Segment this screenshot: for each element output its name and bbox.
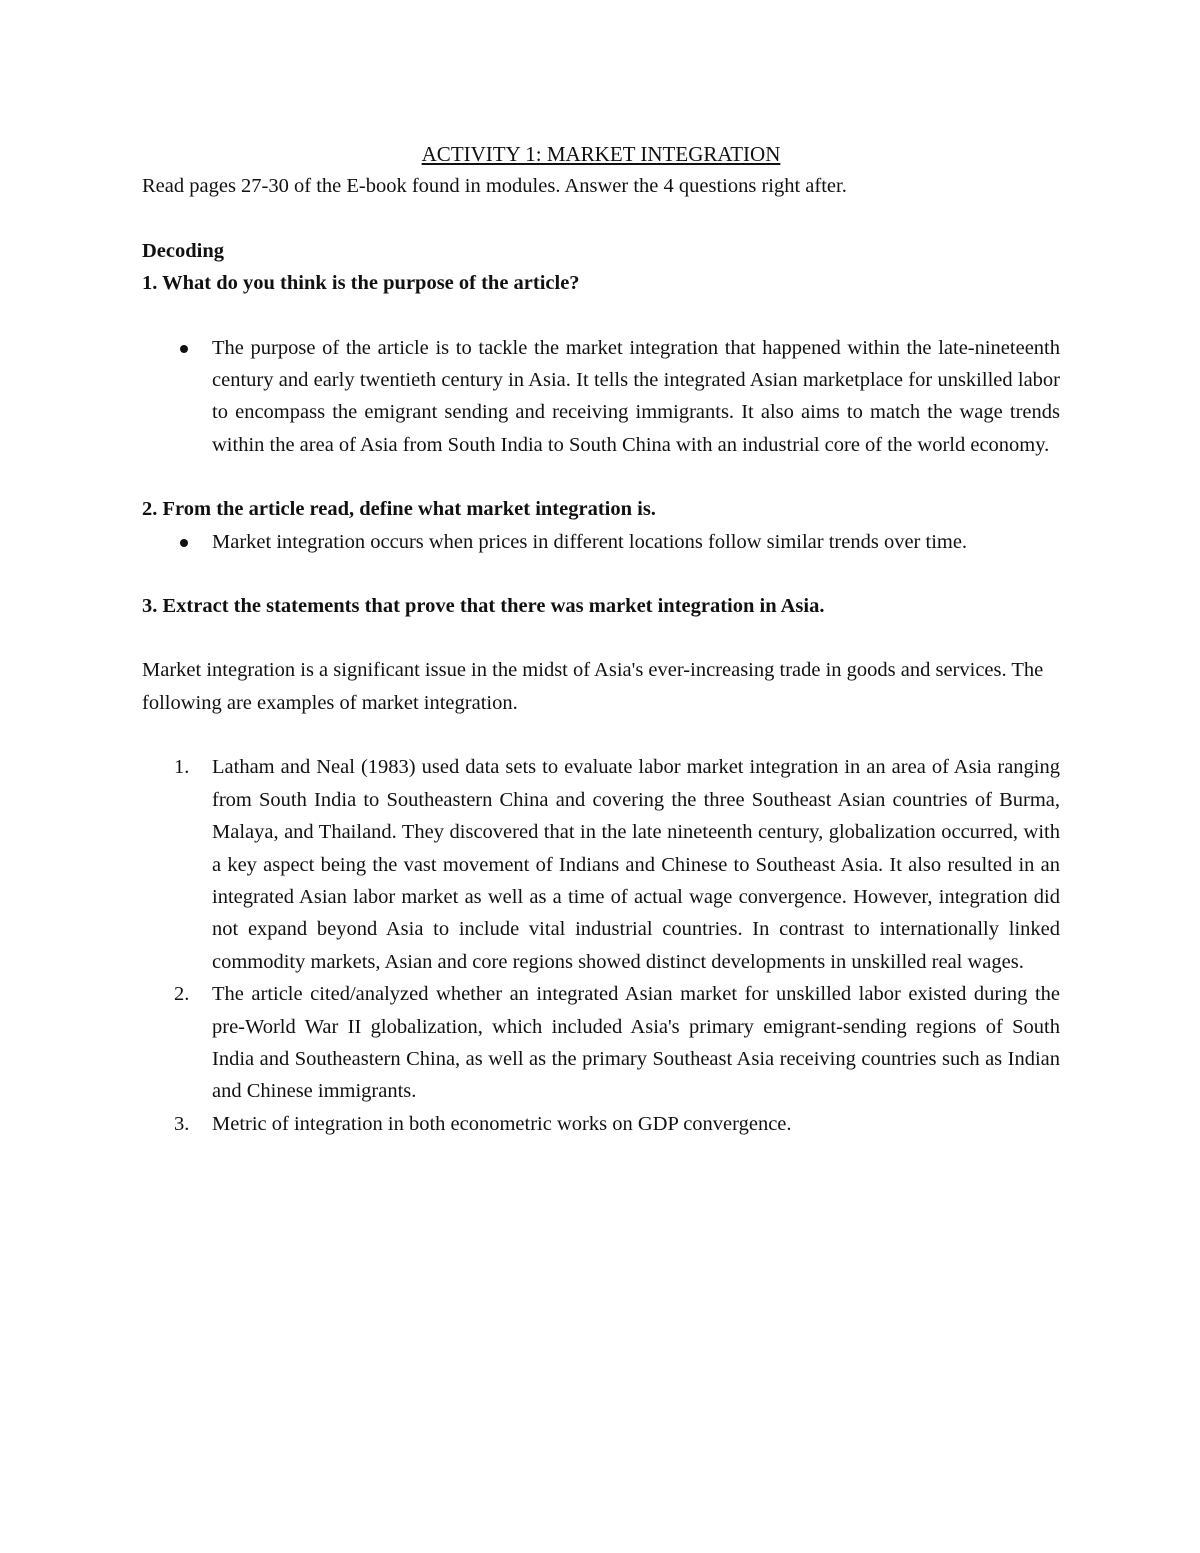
bullet-icon [180,345,188,353]
list-item-text: Latham and Neal (1983) used data sets to evaluate labor market integration in an area of Asia ranging from South India to Southeastern China and covering the three Southeast Asian countries of Burma, Malaya, and Thailand. They discovered that in the late nineteenth century, globalization occurred, with a key aspect being the vast movement of Indians and Chinese to Southeast Asia. It also resulted in an integrated Asian labor market as well as a time of actual wage convergence. However, integration did not expand beyond Asia to include vital industrial countries. In contrast to internationally linked commodity markets, Asian and core regions showed distinct developments in unskilled real wages. [212,756,1060,973]
question-1-answer [142,332,1060,462]
intro-text: Read pages 27-30 of the E-book found in modules. Answer the 4 questions right after. [142,175,847,198]
list-item [142,978,1060,1108]
question-2-heading: 2. From the article read, define what market integration is. [142,498,656,521]
question-2-answer [142,526,1060,558]
list-item [142,751,1060,978]
section-label-decoding: Decoding [142,239,224,262]
question-3-examples-list [142,751,1060,1140]
question-2-answer-text: Market integration occurs when prices in different locations follow similar trends over time. [212,530,968,553]
question-1-heading: 1. What do you think is the purpose of the article? [142,272,580,295]
question-1-answer-text: The purpose of the article is to tackle the market integration that happened within the late-nineteenth century and early twentieth century in Asia. It tells the integrated Asian marketplace for unskilled labor to encompass the emigrant sending and receiving immigrants. It also aims to match the wage trends within the area of Asia from South India to South China with an industrial core of the world economy. [212,336,1060,456]
list-item-text: The article cited/analyzed whether an integrated Asian market for unskilled labor existed during the pre-World War II globalization, which included Asia's primary emigrant-sending regions of South India and Southeastern China, as well as the primary Southeast Asia receiving countries such as Indian and Chinese immigrants. [212,983,1060,1103]
document-title: ACTIVITY 1: MARKET INTEGRATION [421,142,781,166]
bullet-icon [180,539,188,547]
list-item-text: Metric of integration in both econometric works on GDP convergence. [212,1112,792,1135]
question-1-answer-list [142,332,1060,462]
list-item-number: 1. [174,756,190,779]
document-body [142,138,1060,1140]
list-item [142,1108,1060,1140]
question-2-answer-list [142,526,1060,558]
question-3-heading: 3. Extract the statements that prove that there was market integration in Asia. [142,595,825,618]
list-item-number: 2. [174,983,190,1006]
question-3-paragraph: Market integration is a significant issue in the midst of Asia's ever-increasing trade in goods and services. The following are examples of market integration. [142,659,1044,714]
list-item-number: 3. [174,1112,190,1135]
